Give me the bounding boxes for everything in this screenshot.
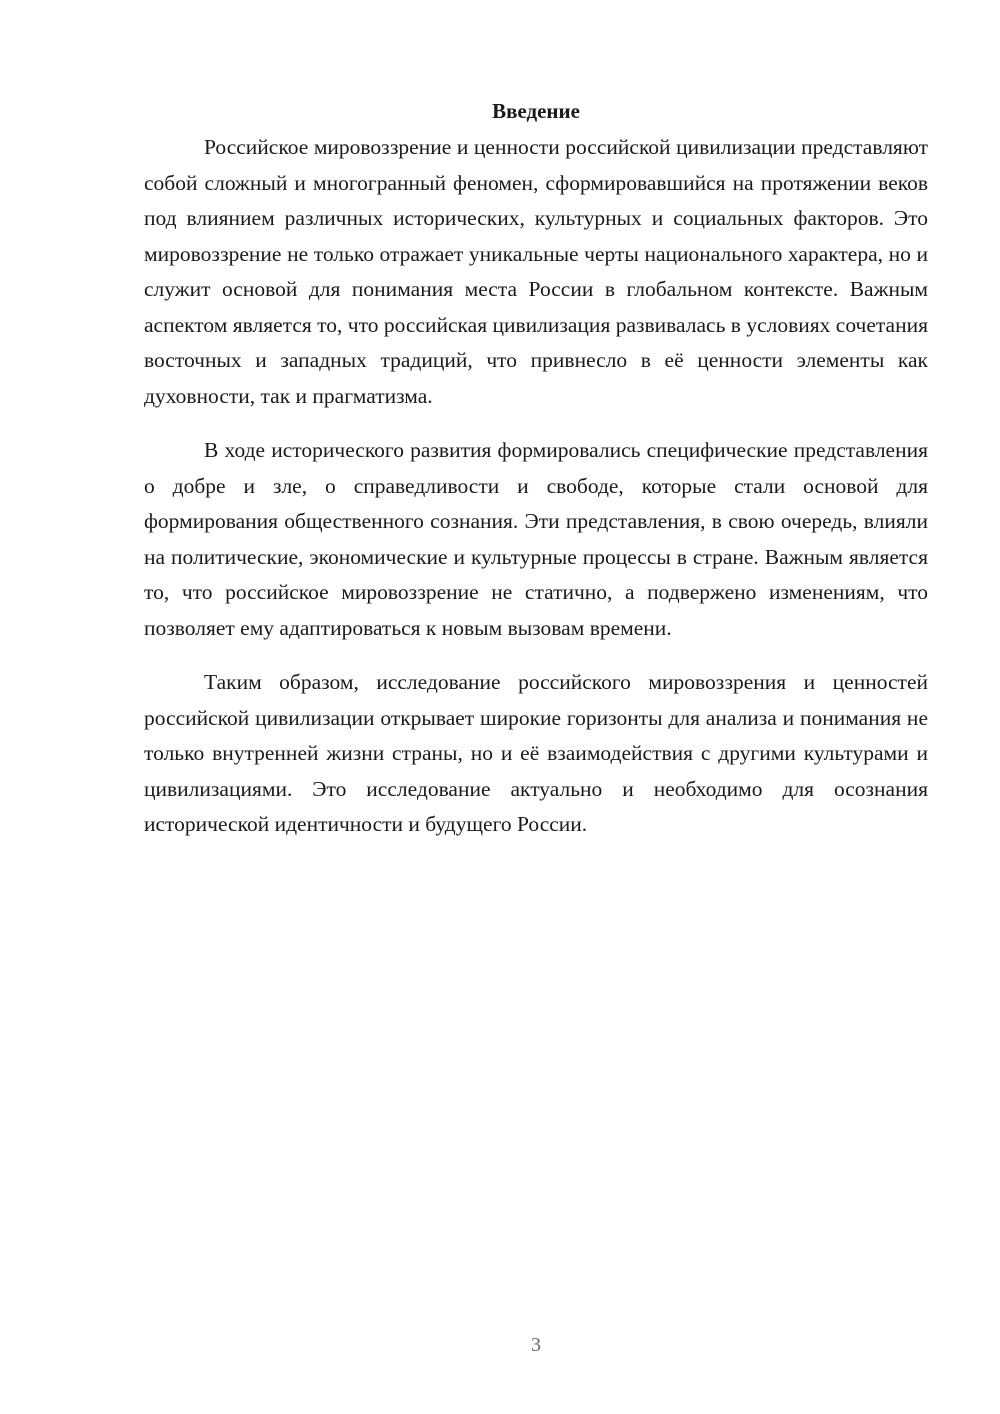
paragraph-2: В ходе исторического развития формировались специфические представления о добре и зле, о справедливости и свободе, которые стали основой для формирования общественного сознания. Эти представления, в свою очередь, влияли на политические, экономические и культурные процессы в стране. Важным является то, что российское мировоззрение не статично, а подвержено изменениям, что позволяет ему адаптироваться к новым вызовам времени. <box>144 438 928 640</box>
section-title: Введение <box>492 99 580 123</box>
paragraph-3: Таким образом, исследование российского мировоззрения и ценностей российской цивилизации открывает широкие горизонты для анализа и понимания не только внутренней жизни страны, но и её взаимодействия с другими культурами и цивилизациями. Это исследование актуально и необходимо для осознания исторической идентичности и будущего России. <box>144 670 928 836</box>
page-content <box>144 96 928 862</box>
paragraph-1: Российское мировоззрение и ценности российской цивилизации представляют собой сложный и многогранный феномен, сформировавшийся на протяжении веков под влиянием различных исторических, культурных и социальных факторов. Это мировоззрение не только отражает уникальные черты национального характера, но и служит основой для понимания места России в глобальном контексте. Важным аспектом является то, что российская цивилизация развивалась в условиях сочетания восточных и западных традиций, что привнесло в её ценности элементы как духовности, так и прагматизма. <box>144 135 928 408</box>
page-number: 3 <box>531 1334 541 1356</box>
